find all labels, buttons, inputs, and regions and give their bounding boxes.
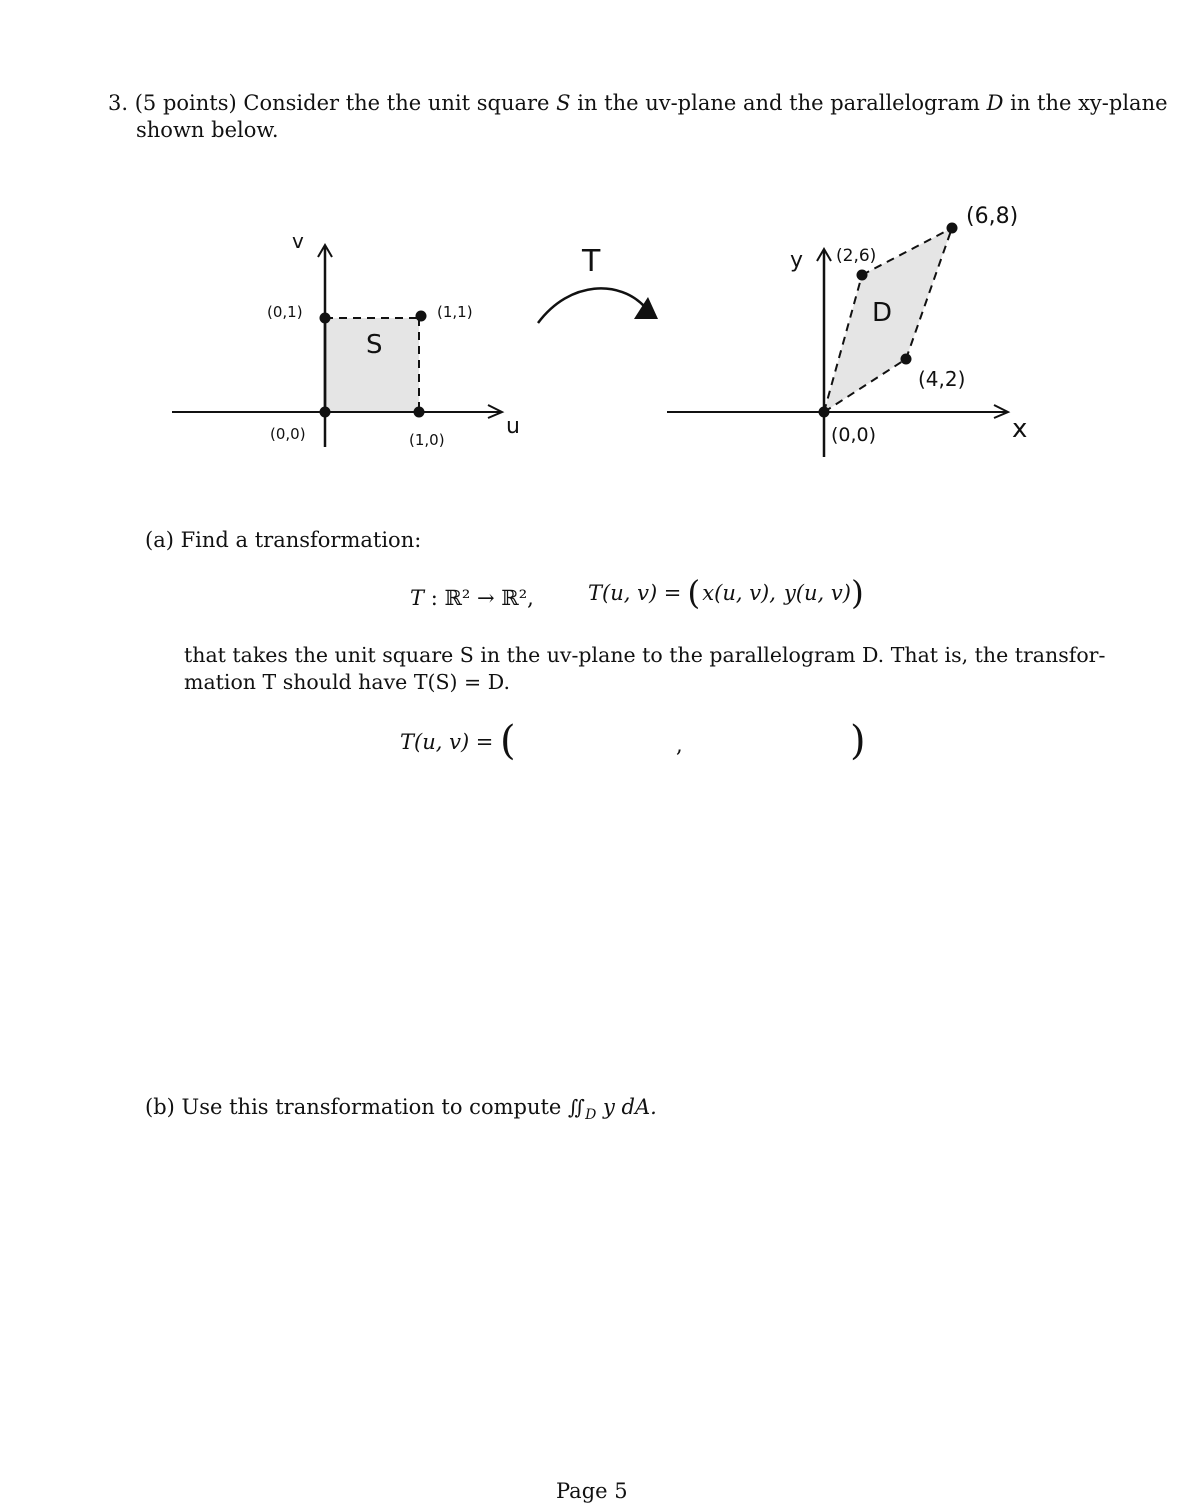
answer-open-paren: ( <box>500 718 516 764</box>
answer-lhs: T(u, v) = <box>400 730 494 754</box>
point-4-2 <box>901 354 912 365</box>
answer-x-component-field[interactable] <box>520 722 670 764</box>
point-0-1 <box>320 313 331 324</box>
uv-plane-figure <box>172 229 520 449</box>
label-0-0: (0,0) <box>270 425 306 443</box>
answer-y-component-field[interactable] <box>690 722 845 764</box>
label-2-6: (2,6) <box>836 246 877 266</box>
point-0-0 <box>320 407 331 418</box>
u-axis-label: u <box>506 414 520 439</box>
answer-comma: , <box>676 733 683 757</box>
part-b-label: (b) <box>145 1095 175 1119</box>
point-origin <box>819 407 830 418</box>
page-number: Page 5 <box>556 1479 628 1503</box>
y-axis-label: y <box>790 248 804 273</box>
part-b-prompt: (b) Use this transformation to compute $∬_D$ y dA. <box>145 1095 657 1124</box>
problem-statement-line1: 3. (5 points) Consider the the unit square S in the uv-plane and the parallelogram D in the xy-plane <box>108 91 1168 115</box>
label-1-1: (1,1) <box>437 303 473 321</box>
v-axis-label: v <box>292 229 304 253</box>
transformation-arrow <box>538 244 658 323</box>
x-axis-label: x <box>1012 414 1028 444</box>
point-1-0 <box>414 407 425 418</box>
problem-number: 3. <box>108 91 129 115</box>
transform-arrow-curve <box>538 288 645 323</box>
xy-plane-figure <box>667 204 1027 457</box>
region-s-label: S <box>366 330 383 360</box>
label-6-8: (6,8) <box>966 204 1019 229</box>
label-origin: (0,0) <box>831 424 877 446</box>
label-0-1: (0,1) <box>267 303 303 321</box>
part-a-description-line1: that takes the unit square S in the uv-plane to the parallelogram D. That is, the transfor- <box>184 643 1106 667</box>
problem-statement-line2: shown below. <box>136 118 279 142</box>
answer-close-paren: ) <box>850 718 866 764</box>
region-d-label: D <box>872 298 893 328</box>
point-1-1 <box>416 311 427 322</box>
transformation-definition: T(u, v) = ( x(u, v), y(u, v) ) <box>588 573 864 612</box>
transform-label: T <box>582 244 601 279</box>
point-6-8 <box>947 223 958 234</box>
label-4-2: (4,2) <box>918 367 966 391</box>
point-2-6 <box>857 270 868 281</box>
double-integral-symbol: ∬ <box>568 1095 586 1119</box>
map-definition: T : ℝ² → ℝ², <box>410 586 534 610</box>
part-a-prompt: (a) Find a transformation: <box>145 528 422 552</box>
label-1-0: (1,0) <box>409 431 445 449</box>
problem-points: (5 points) <box>134 91 237 115</box>
part-a-label: (a) <box>145 528 174 552</box>
part-a-description-line2: mation T should have T(S) = D. <box>184 670 510 694</box>
figure <box>0 185 1179 475</box>
